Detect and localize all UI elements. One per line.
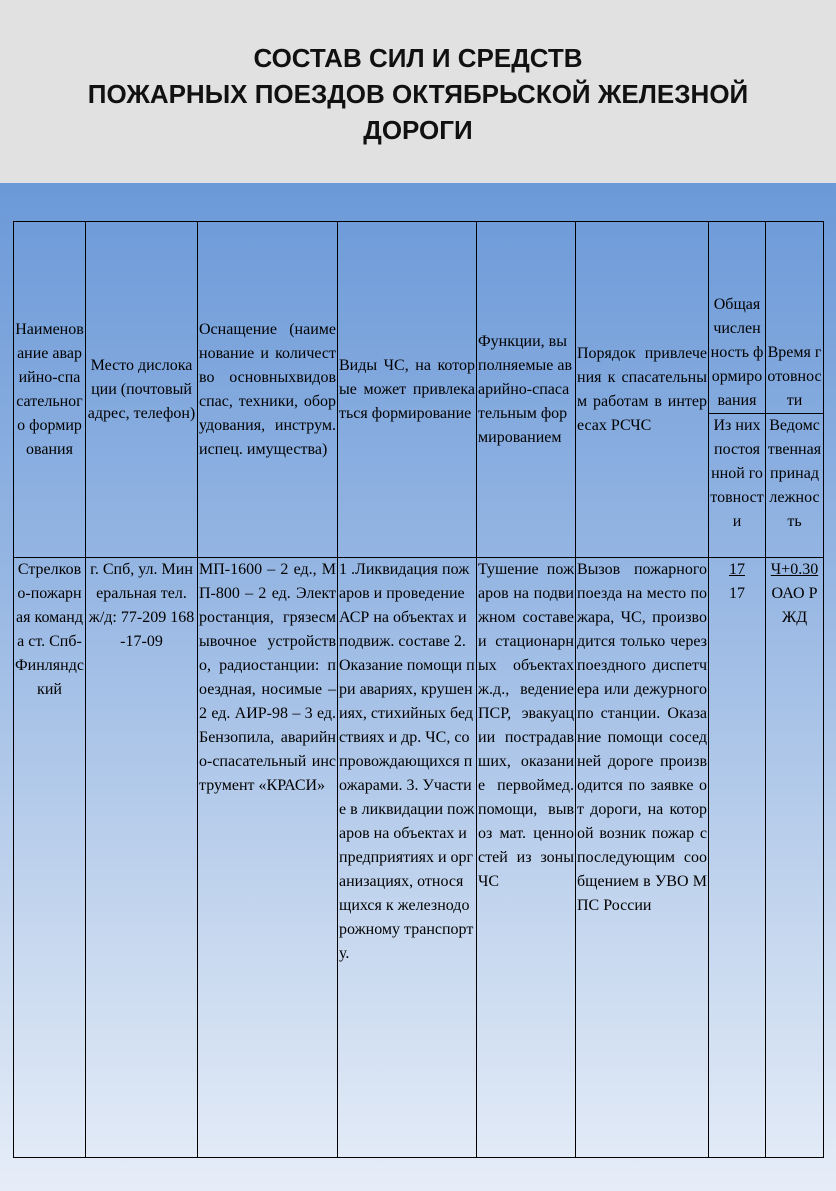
forces-table [13, 221, 824, 1158]
cell-equipment: МП-1600 – 2 ед., МП-800 – 2 ед. Электростанция, грязесмывочное устройство, радиостанции: поездная, носимые – 2 ед. АИР-98 – 3 ед. Бензопила, аварийно-спасательный инструмент «КРАСИ» [198, 558, 338, 1158]
cell-readiness-time: Ч+0.30 [770, 561, 819, 578]
cell-formation-name: Стрелково-пожарная команда ст. Спб-Финляндский [14, 558, 86, 1158]
cell-total-strength: 17 [729, 561, 745, 578]
cell-affiliation: ОАО РЖД [771, 585, 818, 626]
header-functions: Функции, выполняемые аварийно-спасательным формированием [477, 222, 576, 558]
cell-functions: Тушение пожаров на подвижном составе и стационарных объектах ж.д., ведение ПСР, эвакуации пострадавших, оказание первоймед. помощи, вывоз мат. ценностей из зоны ЧС [477, 558, 576, 1158]
cell-procedure: Вызов пожарного поезда на место пожара, ЧС, производится только через поездного диспетчера или дежурного по станции. Оказание помощи соседней дороге производится по заявке от дороги, на которой возник пожар с последующим сообщением в УВО МПС России [576, 558, 709, 1158]
cell-location: г. Спб, ул. Минеральная тел. ж/д: 77-209 168-17-09 [86, 558, 198, 1158]
page-title [0, 40, 836, 148]
header-row [14, 222, 824, 414]
header-formation-name: Наименование аварийно-спасательного формирования [14, 222, 86, 558]
header-procedure: Порядок привлечения к спасательным работам в интересах РСЧС [576, 222, 709, 558]
header-location: Место дислокации (почтовый адрес, телефон) [86, 222, 198, 558]
title-bar [0, 0, 836, 183]
title-line-1: СОСТАВ СИЛ И СРЕДСТВ [253, 43, 583, 73]
cell-strength [709, 558, 766, 1158]
cell-readiness-affiliation [766, 558, 824, 1158]
header-readiness-time: Время готовности [766, 222, 824, 414]
header-total-strength: Общая численность формирования [709, 222, 766, 414]
title-line-2: ПОЖАРНЫХ ПОЕЗДОВ ОКТЯБРЬСКОЙ ЖЕЛЕЗНОЙ [87, 79, 749, 109]
header-equipment: Оснащение (наименование и количество основныхвидов спас, техники, оборудования, инструм.испец. имущества) [198, 222, 338, 558]
cell-emergency-types: 1 .Ликвидация пожаров и проведение АСР на объектах и подвиж. составе 2. Оказание помощи при авариях, крушениях, стихийных бедствиях и др. ЧС, сопровождающихся пожарами. 3. Участие в ликвидации пожаров на объектах и предприятиях и организациях, относящихся к железнодорожному транспорту. [338, 558, 477, 1158]
header-permanent-readiness: Из них постоянной готовности [709, 414, 766, 558]
header-affiliation: Ведомственная принадлежность [766, 414, 824, 558]
header-emergency-types: Виды ЧС, на которые может привлекаться формирование [338, 222, 477, 558]
table-row [14, 558, 824, 1158]
title-line-3: ДОРОГИ [363, 115, 473, 145]
cell-permanent-readiness: 17 [729, 585, 745, 602]
